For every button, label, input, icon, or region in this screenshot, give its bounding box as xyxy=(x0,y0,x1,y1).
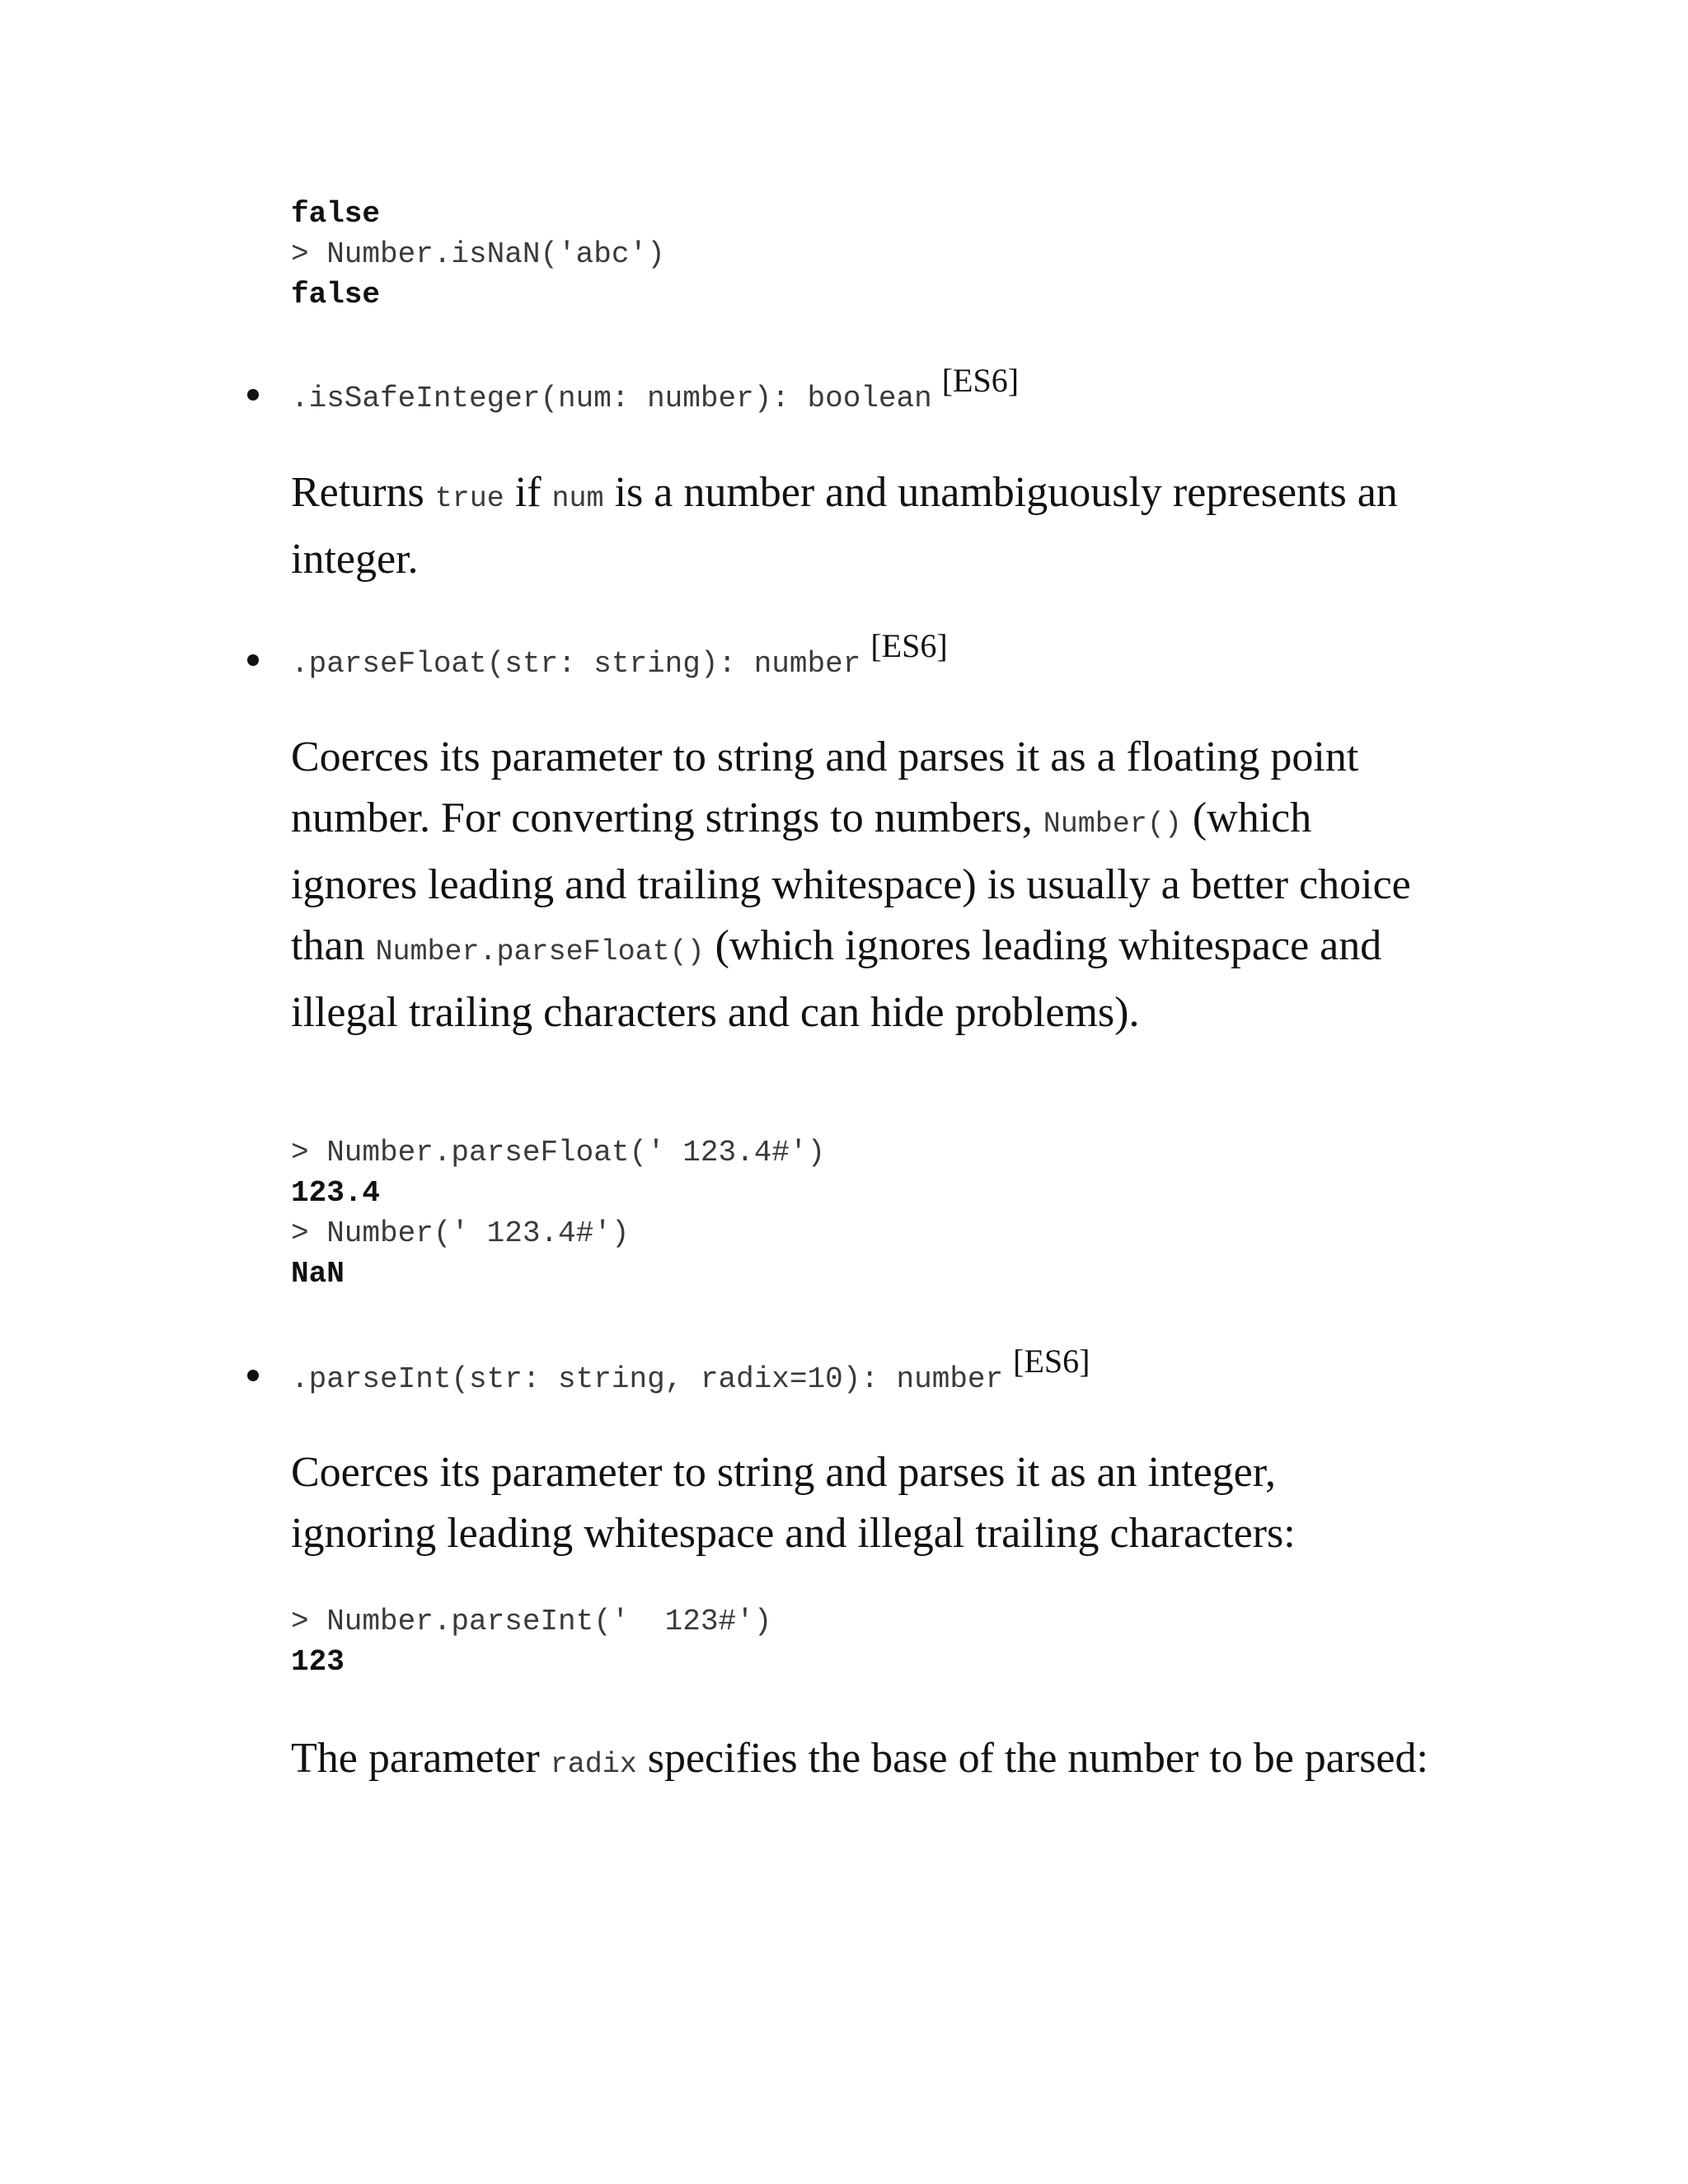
description-issafeinteger xyxy=(291,462,1428,590)
code-output: false xyxy=(291,197,381,231)
signature-text: .parseFloat(str: string): number xyxy=(291,647,861,681)
bullet-icon xyxy=(247,1370,259,1381)
description-parsefloat xyxy=(291,727,1428,1043)
signature-text: .parseInt(str: string, radix=10): number xyxy=(291,1362,1004,1396)
code-output: 123.4 xyxy=(291,1176,381,1210)
description-radix xyxy=(291,1728,1428,1795)
code-block-parseint xyxy=(291,1601,771,1682)
inline-code: Number.parseFloat() xyxy=(375,935,705,968)
signature-text: .isSafeInteger(num: number): boolean xyxy=(291,382,932,415)
method-signature xyxy=(291,362,1020,424)
bullet-icon xyxy=(247,654,259,666)
inline-code: num xyxy=(551,482,604,515)
method-signature xyxy=(291,627,948,689)
method-signature xyxy=(291,1343,1090,1404)
desc-text: Returns xyxy=(291,469,435,516)
code-block-parsefloat xyxy=(291,1132,825,1294)
inline-code: true xyxy=(434,482,504,515)
desc-text: specifies the base of the number to be parsed: xyxy=(636,1735,1428,1782)
code-output: NaN xyxy=(291,1257,345,1291)
es6-tag: [ES6] xyxy=(1013,1343,1090,1380)
bullet-icon xyxy=(247,389,259,401)
code-output: 123 xyxy=(291,1645,345,1679)
desc-text: (which ignores leading and trailing whitespace) is usually a better choice than xyxy=(291,794,1411,969)
code-input: > Number.isNaN('abc') xyxy=(291,237,665,271)
desc-text: The parameter xyxy=(291,1735,551,1782)
es6-tag: [ES6] xyxy=(870,627,948,664)
code-input: > Number(' 123.4#') xyxy=(291,1216,630,1250)
code-block-isnan xyxy=(291,194,665,315)
desc-text: is a number and unambiguously represents an integer. xyxy=(291,469,1398,583)
desc-text: if xyxy=(504,469,552,516)
desc-text: (which ignores leading whitespace and illegal trailing characters and can hide problems). xyxy=(291,922,1382,1036)
inline-code: radix xyxy=(550,1748,637,1781)
code-input: > Number.parseInt(' 123#') xyxy=(291,1605,772,1638)
inline-code: Number() xyxy=(1043,808,1182,841)
description-parseint: Coerces its parameter to string and parses it as an integer, ignoring leading whitespace and illegal trailing characters: xyxy=(291,1449,1296,1557)
code-output: false xyxy=(291,278,381,312)
code-input: > Number.parseFloat(' 123.4#') xyxy=(291,1136,826,1169)
desc-text: Coerces its parameter to string and parses it as a floating point number. For converting strings to numbers, xyxy=(291,733,1359,841)
es6-tag: [ES6] xyxy=(941,362,1020,399)
